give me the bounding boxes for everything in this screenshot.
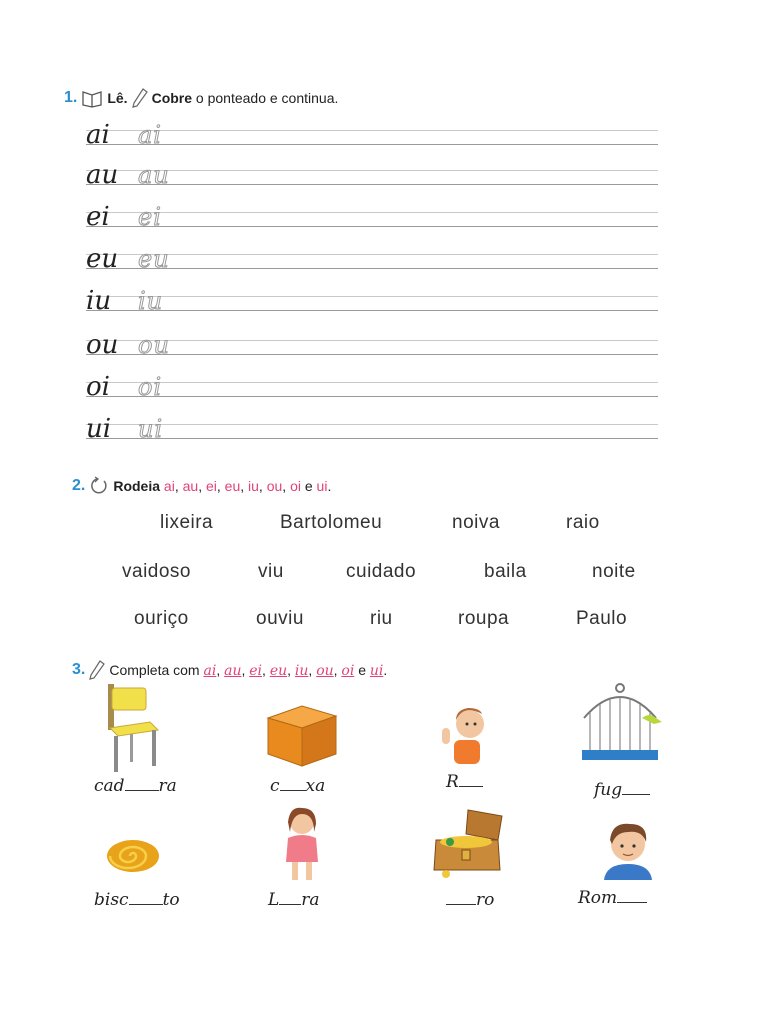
list-separator: , bbox=[333, 661, 338, 678]
chair-illustration bbox=[100, 682, 164, 779]
model-letters: ou bbox=[86, 330, 119, 360]
caption-suffix: xa bbox=[305, 776, 326, 796]
highlight-item: ou bbox=[316, 662, 334, 679]
boy-portrait-illustration bbox=[598, 816, 658, 885]
guide-line-base bbox=[86, 438, 658, 439]
caption-suffix: ra bbox=[158, 776, 177, 796]
guide-line-top bbox=[86, 424, 658, 425]
model-letters: au bbox=[86, 160, 119, 190]
caption-prefix: L bbox=[268, 890, 280, 910]
guide-line-base bbox=[86, 310, 658, 311]
pencil-icon bbox=[89, 660, 105, 680]
word-blank-caption bbox=[446, 772, 483, 792]
highlight-item: ei bbox=[205, 478, 217, 494]
caption-suffix: ra bbox=[301, 890, 320, 910]
highlight-item: ui bbox=[369, 662, 384, 679]
guide-line-top bbox=[86, 340, 658, 341]
fill-in-blank[interactable] bbox=[280, 776, 306, 791]
word-10[interactable]: ouviu bbox=[256, 608, 304, 629]
guide-line-base bbox=[86, 396, 658, 397]
caption-suffix: to bbox=[162, 890, 180, 910]
guide-line-top bbox=[86, 170, 658, 171]
list-separator: , bbox=[262, 661, 266, 678]
word-blank-caption bbox=[578, 888, 647, 908]
model-letters: iu bbox=[86, 286, 112, 316]
list-and: e bbox=[304, 478, 313, 494]
list-separator: , bbox=[240, 478, 245, 494]
word-12[interactable]: roupa bbox=[458, 608, 510, 629]
guide-line-base bbox=[86, 226, 658, 227]
highlight-item: iu bbox=[294, 662, 309, 679]
word-blank-caption bbox=[446, 890, 494, 910]
word-1[interactable]: Bartolomeu bbox=[280, 512, 383, 533]
guide-line-base bbox=[86, 268, 658, 269]
word-blank-caption bbox=[94, 890, 180, 910]
circle-arrow-icon bbox=[89, 476, 109, 496]
fill-in-blank[interactable] bbox=[459, 772, 483, 787]
highlight-item: iu bbox=[248, 478, 259, 494]
boy-waving-illustration bbox=[438, 700, 494, 769]
list-separator: , bbox=[308, 661, 313, 678]
list-end: . bbox=[383, 661, 388, 678]
caption-prefix: bisc bbox=[94, 890, 129, 910]
q1-trace-rest: o ponteado e continua. bbox=[195, 90, 339, 106]
guide-line-top bbox=[86, 296, 658, 297]
dotted-letters[interactable]: iu bbox=[138, 287, 164, 315]
list-separator: , bbox=[216, 661, 221, 678]
treasure-chest-illustration bbox=[428, 806, 506, 885]
dotted-letters[interactable]: eu bbox=[138, 245, 170, 273]
highlight-item: au bbox=[224, 662, 242, 679]
word-3[interactable]: raio bbox=[566, 512, 600, 533]
model-letters: ai bbox=[86, 120, 110, 150]
word-7[interactable]: baila bbox=[484, 561, 527, 582]
dotted-letters[interactable]: au bbox=[138, 161, 170, 189]
caption-prefix: c bbox=[270, 776, 280, 796]
dotted-letters[interactable]: ai bbox=[138, 121, 162, 149]
dotted-letters[interactable]: ei bbox=[138, 203, 162, 231]
fill-in-blank[interactable] bbox=[129, 890, 163, 905]
dotted-letters[interactable]: ou bbox=[138, 331, 170, 359]
highlight-item: ui bbox=[316, 478, 328, 494]
guide-line-base bbox=[86, 184, 658, 185]
guide-line-base bbox=[86, 144, 658, 145]
q1-number: 1. bbox=[64, 89, 78, 106]
list-and: e bbox=[358, 661, 367, 678]
caption-prefix: cad bbox=[94, 776, 125, 796]
word-0[interactable]: lixeira bbox=[160, 512, 214, 533]
birdcage-illustration bbox=[580, 682, 664, 769]
highlight-item: au bbox=[182, 478, 199, 494]
caption-suffix: ro bbox=[476, 890, 495, 910]
word-2[interactable]: noiva bbox=[452, 512, 500, 533]
word-8[interactable]: noite bbox=[592, 561, 636, 582]
list-separator: , bbox=[258, 478, 263, 494]
word-blank-caption bbox=[268, 890, 320, 910]
guide-line-top bbox=[86, 382, 658, 383]
pencil-icon bbox=[132, 88, 148, 108]
dotted-letters[interactable]: ui bbox=[138, 415, 164, 443]
q2-header bbox=[72, 476, 331, 496]
q2-number: 2. bbox=[72, 477, 86, 494]
guide-line-top bbox=[86, 212, 658, 213]
list-separator: , bbox=[174, 478, 179, 494]
word-13[interactable]: Paulo bbox=[576, 608, 628, 629]
q3-header bbox=[72, 660, 387, 680]
highlight-item: oi bbox=[290, 478, 301, 494]
highlight-item: ei bbox=[249, 662, 263, 679]
caption-prefix: Rom bbox=[578, 888, 618, 908]
q2-lead: Rodeia bbox=[113, 478, 161, 494]
fill-in-blank[interactable] bbox=[622, 780, 650, 795]
girl-illustration bbox=[274, 802, 330, 887]
q1-trace-bold: Cobre bbox=[151, 90, 193, 106]
word-6[interactable]: cuidado bbox=[346, 561, 417, 582]
word-blank-caption bbox=[94, 776, 177, 796]
book-icon bbox=[81, 88, 103, 108]
word-9[interactable]: ouriço bbox=[134, 608, 189, 629]
biscuit-illustration bbox=[106, 836, 160, 881]
highlight-item: oi bbox=[341, 662, 355, 679]
list-separator: , bbox=[216, 478, 221, 494]
box-illustration bbox=[264, 700, 340, 773]
highlight-item: eu bbox=[269, 662, 288, 679]
fill-in-blank[interactable] bbox=[446, 890, 476, 905]
guide-line-base bbox=[86, 354, 658, 355]
word-11[interactable]: riu bbox=[370, 608, 393, 629]
model-letters: oi bbox=[86, 372, 110, 402]
dotted-letters[interactable]: oi bbox=[138, 373, 163, 401]
highlight-item: eu bbox=[224, 478, 241, 494]
model-letters: eu bbox=[86, 244, 119, 274]
model-letters: ei bbox=[86, 202, 110, 232]
q3-lead: Completa com bbox=[109, 661, 200, 678]
guide-line-top bbox=[86, 130, 658, 131]
list-separator: , bbox=[198, 478, 203, 494]
q3-number: 3. bbox=[72, 661, 86, 678]
highlight-item: ou bbox=[266, 478, 283, 494]
list-separator: , bbox=[241, 661, 246, 678]
highlight-item: ai bbox=[163, 478, 175, 494]
model-letters: ui bbox=[86, 414, 112, 444]
list-end: . bbox=[327, 478, 332, 494]
word-blank-caption bbox=[594, 780, 650, 800]
list-separator: , bbox=[282, 478, 287, 494]
word-4[interactable]: vaidoso bbox=[122, 561, 191, 582]
word-blank-caption bbox=[270, 776, 325, 796]
list-separator: , bbox=[287, 661, 292, 678]
fill-in-blank[interactable] bbox=[617, 888, 647, 903]
q1-header bbox=[64, 88, 338, 108]
word-5[interactable]: viu bbox=[258, 561, 284, 582]
highlight-item: ai bbox=[203, 662, 217, 679]
caption-prefix: fug bbox=[594, 780, 623, 800]
q1-read-label: Lê. bbox=[107, 90, 128, 106]
fill-in-blank[interactable] bbox=[279, 890, 301, 905]
fill-in-blank[interactable] bbox=[125, 776, 159, 791]
guide-line-top bbox=[86, 254, 658, 255]
caption-prefix: R bbox=[446, 772, 459, 792]
